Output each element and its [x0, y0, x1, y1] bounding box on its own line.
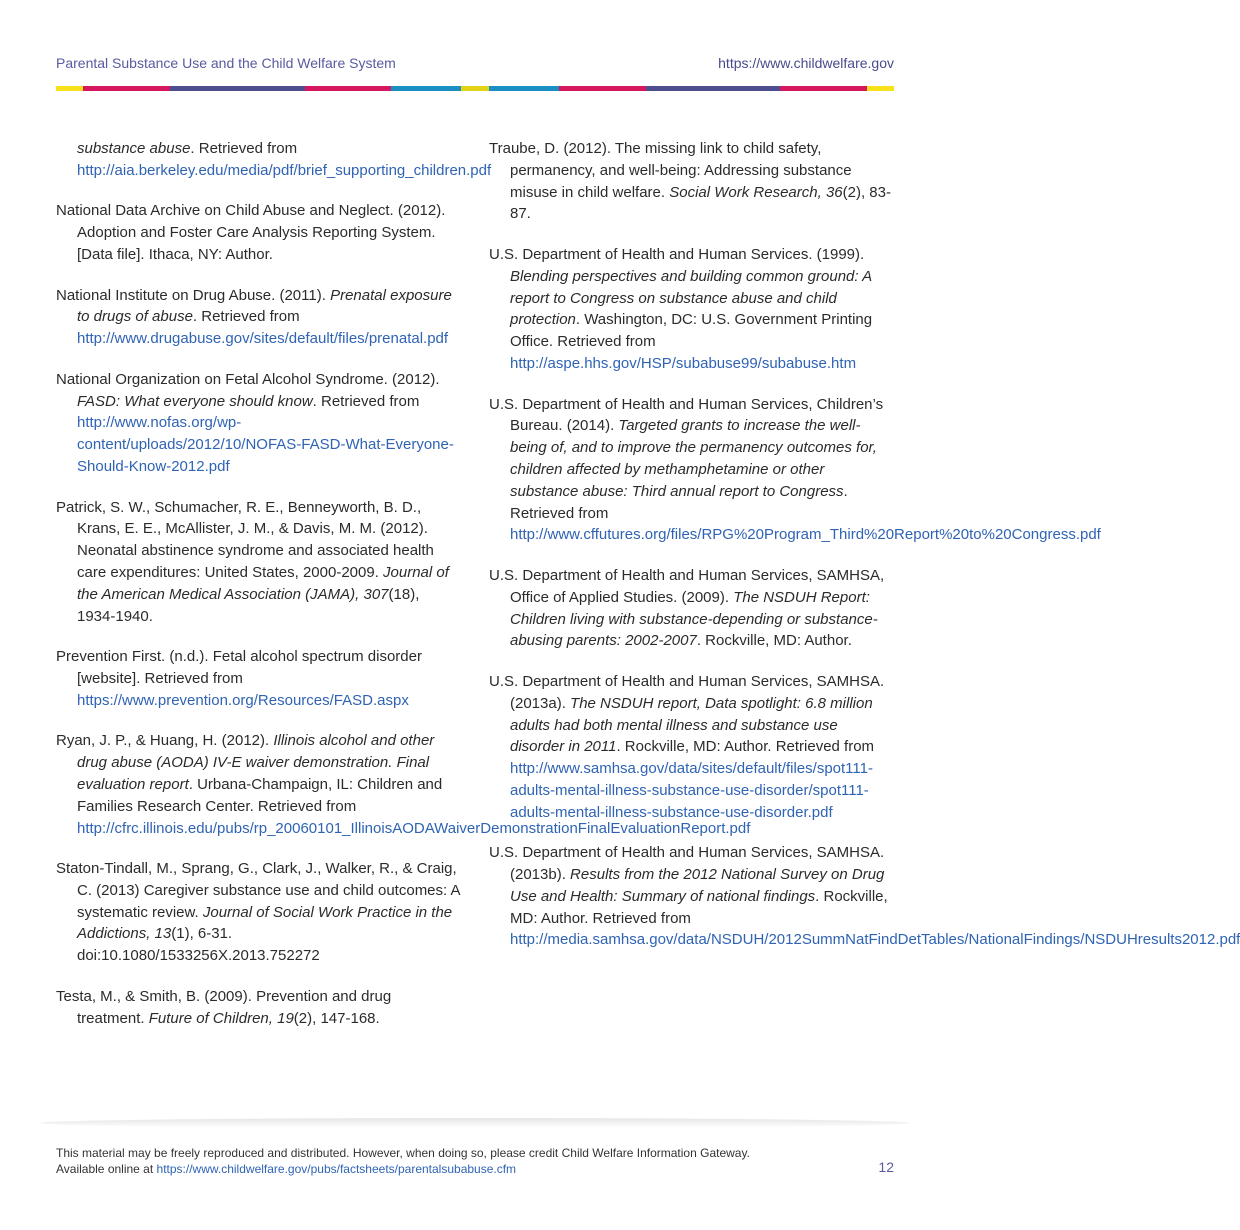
reference-title: Results from the 2012 National Survey on Drug Use and Health: Summary of national findings	[510, 866, 885, 905]
color-segment	[56, 86, 83, 91]
reference-link[interactable]: http://www.drugabuse.gov/sites/default/files/prenatal.pdf	[77, 330, 449, 348]
color-segment	[646, 86, 780, 91]
reference-title: Blending perspectives and building common ground: A report to Congress on substance abuse and child protection	[510, 267, 872, 329]
reference-entry	[56, 986, 461, 1030]
reference-entry	[489, 394, 1101, 547]
reference-link[interactable]: http://www.cffutures.org/files/RPG%20Program_Third%20Report%20to%20Congress.pdf	[510, 526, 1101, 544]
reference-link[interactable]: http://media.samhsa.gov/data/NSDUH/2012SummNatFindDetTables/NationalFindings/NSDUHresults2012.pdf	[510, 931, 1240, 949]
reference-title: The NSDUH Report: Children living with substance-depending or substance-abusing parents: 2002-2007	[510, 588, 878, 650]
reference-entry	[56, 369, 461, 478]
reference-title: FASD: What everyone should know	[77, 392, 313, 410]
reference-text: Traube, D. (2012). The missing link to child safety, permanency, and well-being: Addressing substance misuse in child welfare.	[489, 140, 852, 201]
reference-text: U.S. Department of Health and Human Services. (1999).	[489, 245, 865, 263]
reference-link[interactable]: http://aspe.hhs.gov/HSP/subabuse99/subabuse.htm	[510, 354, 857, 372]
color-segment	[780, 86, 867, 91]
reference-text: National Data Archive on Child Abuse and Neglect. (2012). Adoption and Foster Care Analysis Reporting System. [Data file]. Ithaca, NY: Author.	[56, 202, 446, 263]
reference-title: substance abuse	[77, 140, 191, 157]
reference-text: . Urbana-Champaign, IL: Children and Families Research Center. Retrieved from	[77, 775, 443, 815]
reference-title: Prenatal exposure to drugs of abuse	[77, 286, 452, 326]
reference-link[interactable]: http://www.samhsa.gov/data/sites/default/files/spot111-adults-mental-illness-substance-use-disorder/spot111-adults-mental-illness-substance-use-disorder.pdf	[510, 760, 873, 821]
reference-title: Journal of Social Work Practice in the Addictions, 13	[77, 903, 453, 943]
color-segment	[489, 86, 559, 91]
reference-title: Journal of the American Medical Association (JAMA), 307	[77, 563, 449, 603]
reference-text: Patrick, S. W., Schumacher, R. E., Benneyworth, B. D., Krans, E. E., McAllister, J. M., & Davis, M. M. (2012). Neonatal abstinence syndrome and associated health care expenditures: United States, 2000-2009.	[56, 498, 434, 581]
reference-text: (18), 1934-1940.	[77, 585, 420, 625]
page-number: 12	[878, 1159, 894, 1175]
footer-line-2-prefix: Available online at	[56, 1162, 157, 1176]
footer-notice	[56, 1145, 836, 1177]
reference-entry	[489, 138, 894, 225]
color-segment	[83, 86, 170, 91]
reference-entry	[56, 138, 492, 182]
reference-text: Staton-Tindall, M., Sprang, G., Clark, J., Walker, R., & Craig, C. (2013) Caregiver substance use and child outcomes: A systematic review.	[56, 860, 460, 921]
reference-entry	[56, 646, 461, 711]
reference-entry	[489, 671, 894, 824]
header-title: Parental Substance Use and the Child Welfare System	[56, 55, 396, 71]
reference-title: Targeted grants to increase the well-being of, and to improve the permanency outcomes for, children affected by methamphetamine or other substance abuse: Third annual report to Congress	[510, 417, 877, 500]
color-bar	[56, 86, 894, 91]
reference-title: Illinois alcohol and other drug abuse (AODA) IV-E waiver demonstration. Final evaluation report	[77, 732, 435, 793]
header-url-link[interactable]: https://www.childwelfare.gov	[718, 55, 894, 71]
reference-text: U.S. Department of Health and Human Services, Children’s Bureau. (2014).	[489, 395, 884, 435]
reference-entry	[489, 244, 894, 375]
reference-text: U.S. Department of Health and Human Services, SAMHSA, Office of Applied Studies. (2009).	[489, 566, 885, 606]
reference-title: The NSDUH report, Data spotlight: 6.8 million adults had both mental illness and substance use disorder in 2011	[510, 694, 873, 756]
reference-link[interactable]: https://www.prevention.org/Resources/FASD.aspx	[77, 691, 409, 709]
reference-entry	[56, 200, 461, 265]
reference-text: . Retrieved from	[312, 392, 420, 410]
reference-text: Ryan, J. P., & Huang, H. (2012).	[56, 732, 274, 750]
reference-text: . Retrieved from	[510, 482, 848, 522]
footer-line-2	[56, 1161, 836, 1177]
reference-link[interactable]: http://aia.berkeley.edu/media/pdf/brief_supporting_children.pdf	[77, 161, 492, 179]
reference-text: (1), 6-31. doi:10.1080/1533256X.2013.752272	[77, 925, 320, 965]
color-segment	[305, 86, 391, 91]
footer-link[interactable]: https://www.childwelfare.gov/pubs/factsheets/parentalsubabuse.cfm	[156, 1162, 517, 1176]
reference-entry	[56, 858, 461, 967]
reference-link[interactable]: http://www.nofas.org/wp-content/uploads/2012/10/NOFAS-FASD-What-Everyone-Should-Know-2012.pdf	[77, 414, 454, 475]
reference-entry	[489, 842, 1240, 951]
reference-text: (2), 83-87.	[510, 183, 891, 223]
color-segment	[867, 86, 894, 91]
color-segment	[559, 86, 646, 91]
reference-text: . Rockville, MD: Author.	[696, 632, 852, 650]
reference-entry	[489, 565, 894, 652]
color-segment	[461, 86, 489, 91]
right-column	[489, 138, 1240, 970]
reference-text: (2), 147-168.	[293, 1009, 380, 1027]
reference-entry	[56, 285, 461, 350]
color-segment	[170, 86, 305, 91]
reference-title: Social Work Research, 36	[669, 183, 843, 201]
reference-text: National Institute on Drug Abuse. (2011).	[56, 286, 331, 304]
color-segment	[391, 86, 461, 91]
footer-divider	[40, 1118, 910, 1128]
reference-text: Prevention First. (n.d.). Fetal alcohol spectrum disorder [website]. Retrieved from	[56, 648, 422, 687]
footer-line-1: This material may be freely reproduced and distributed. However, when doing so, please credit Child Welfare Information Gateway.	[56, 1146, 750, 1160]
reference-text: National Organization on Fetal Alcohol Syndrome. (2012).	[56, 370, 440, 388]
reference-title: Future of Children, 19	[148, 1009, 294, 1027]
reference-text: Testa, M., & Smith, B. (2009). Prevention and drug treatment.	[56, 987, 392, 1027]
reference-entry	[56, 497, 461, 628]
reference-link[interactable]: http://cfrc.illinois.edu/pubs/rp_20060101_IllinoisAODAWaiverDemonstrationFinalEvaluationReport.pdf	[77, 819, 751, 837]
reference-text: . Rockville, MD: Author. Retrieved from	[510, 887, 888, 927]
reference-text: U.S. Department of Health and Human Services, SAMHSA. (2013a).	[489, 672, 885, 712]
reference-text: . Washington, DC: U.S. Government Printing Office. Retrieved from	[510, 311, 873, 351]
reference-text: . Retrieved from	[192, 308, 300, 326]
reference-text: U.S. Department of Health and Human Services, SAMHSA. (2013b).	[489, 844, 885, 884]
reference-text: . Rockville, MD: Author. Retrieved from	[616, 738, 875, 756]
reference-text: . Retrieved from	[190, 140, 298, 157]
